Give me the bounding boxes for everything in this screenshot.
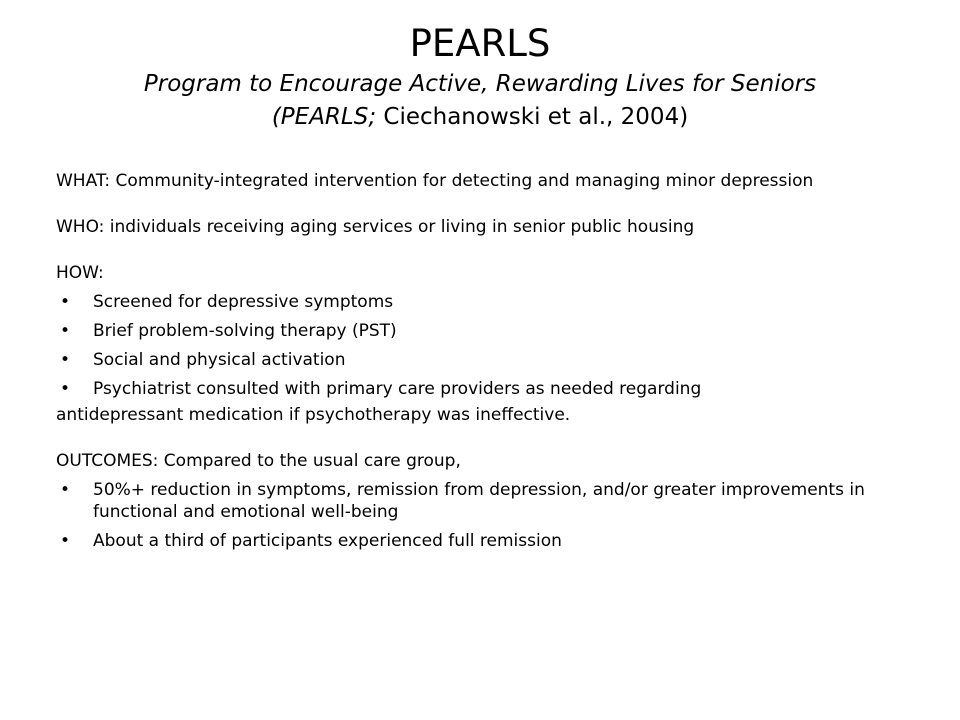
list-item: • 50%+ reduction in symptoms, remission from depression, and/or greater improvements in functional and emotional well-being bbox=[60, 480, 865, 522]
title-block bbox=[40, 20, 920, 134]
who-paragraph: WHO: individuals receiving aging services or living in senior public housing bbox=[56, 217, 695, 237]
list-item: • Brief problem-solving therapy (PST) bbox=[60, 321, 397, 341]
slide-title: PEARLS bbox=[409, 22, 551, 65]
how-heading: HOW: bbox=[56, 263, 104, 283]
bullet-icon: • bbox=[60, 350, 71, 370]
outcome-bullet-list bbox=[56, 479, 896, 552]
list-item: • Screened for depressive symptoms bbox=[60, 292, 394, 312]
outcomes-heading: OUTCOMES: Compared to the usual care group, bbox=[56, 451, 461, 471]
list-item: • Social and physical activation bbox=[60, 350, 346, 370]
bullet-icon: • bbox=[60, 321, 71, 341]
bullet-icon: • bbox=[60, 531, 71, 551]
slide-subtitle bbox=[40, 68, 920, 134]
bullet-icon: • bbox=[60, 379, 71, 399]
what-paragraph: WHAT: Community-integrated intervention for detecting and managing minor depression bbox=[56, 171, 814, 191]
list-item: • Psychiatrist consulted with primary care providers as needed regarding bbox=[60, 379, 702, 399]
subtitle-line1: Program to Encourage Active, Rewarding Lives for Seniors bbox=[143, 71, 817, 97]
how-continuation: antidepressant medication if psychotherapy was ineffective. bbox=[56, 405, 571, 425]
subtitle-citation: Ciechanowski et al., 2004) bbox=[376, 104, 689, 130]
slide-body bbox=[56, 170, 896, 559]
bullet-icon: • bbox=[60, 480, 71, 500]
how-bullet-list bbox=[56, 291, 896, 400]
bullet-icon: • bbox=[60, 292, 71, 312]
subtitle-abbrev: (PEARLS; bbox=[271, 104, 377, 130]
list-item: • About a third of participants experienced full remission bbox=[60, 531, 562, 551]
